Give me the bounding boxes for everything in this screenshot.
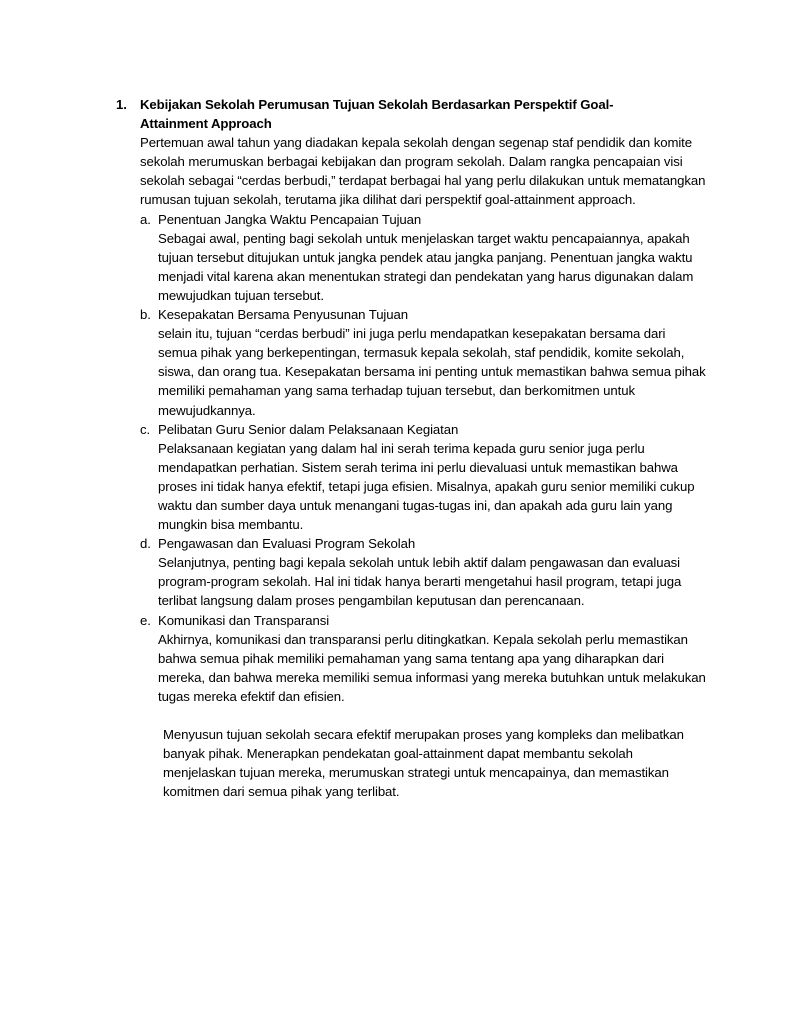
subsection-text: Selanjutnya, penting bagi kepala sekolah untuk lebih aktif dalam pengawasan dan evaluasi program-program sekolah. Hal ini tidak hanya berarti mengetahui hasil program, tetapi juga terlibat langsung dalam proses pengambilan keputusan dan perencanaan. [158,555,682,609]
subsection-d [140,534,706,610]
subsection-c [140,420,706,535]
subsection-title: Pengawasan dan Evaluasi Program Sekolah [158,536,416,552]
subsection-content [158,611,706,706]
subsection-text: Akhirnya, komunikasi dan transparansi perlu ditingkatkan. Kepala sekolah perlu memastikan bahwa semua pihak memiliki pemahaman yang sama tentang apa yang diharapkan dari mereka, dan bahwa mereka memiliki semua informasi yang mereka butuhkan untuk melakukan tugas mereka efektif dan efisien. [158,631,706,704]
subsection-content [158,210,706,305]
subsection-list [140,210,706,802]
subsection-text: Sebagai awal, penting bagi sekolah untuk menjelaskan target waktu pencapaiannya, apakah tujuan tersebut ditujukan untuk jangka pendek atau jangka panjang. Penentuan jangka waktu menjadi vital karena akan menentukan strategi dan pendekatan yang harus digunakan dalam mewujudkan tujuan tersebut. [158,230,694,303]
subsection-content [158,534,706,610]
subsection-title: Kesepakatan Bersama Penyusunan Tujuan [158,307,408,323]
subsection-text: Pelaksanaan kegiatan yang dalam hal ini serah terima kepada guru senior juga perlu mendapatkan perhatian. Sistem serah terima ini perlu dievaluasi untuk memastikan bahwa proses ini tidak hanya efektif, tetapi juga efisien. Misalnya, apakah guru senior memiliki cukup waktu dan sumber daya untuk menangani tugas-tugas ini, dan apakah ada guru lain yang mungkin bisa membantu. [158,440,695,533]
subsection-letter: c. [140,421,151,437]
subsection-letter: a. [140,211,151,227]
section-title: Kebijakan Sekolah Perumusan Tujuan Sekolah Berdasarkan Perspektif Goal-Attainment Approach [140,97,614,132]
subsection-e [140,611,706,706]
subsection-letter: d. [140,536,151,552]
section-body [140,95,706,801]
subsection-a [140,210,706,305]
subsection-title: Komunikasi dan Transparansi [158,612,330,628]
subsection-content [158,420,706,535]
subsection-b [140,305,706,420]
document-content [116,95,706,801]
subsection-content [158,305,706,420]
subsection-title: Penentuan Jangka Waktu Pencapaian Tujuan [158,211,422,227]
subsection-letter: b. [140,307,151,323]
section-intro: Pertemuan awal tahun yang diadakan kepala sekolah dengan segenap staf pendidik dan komite sekolah merumuskan berbagai kebijakan dan program sekolah. Dalam rangka pencapaian visi sekolah sebagai “cerdas berbudi,” terdapat berbagai hal yang perlu dilakukan untuk mematangkan rumusan tujuan sekolah, terutama jika dilihat dari perspektif goal-attainment approach. [140,135,706,208]
closing-paragraph: Menyusun tujuan sekolah secara efektif merupakan proses yang kompleks dan melibatkan banyak pihak. Menerapkan pendekatan goal-attainment dapat membantu sekolah menjelaskan tujuan mereka, merumuskan strategi untuk mencapainya, dan memastikan komitmen dari semua pihak yang terlibat. [163,727,684,800]
section-1 [116,95,706,801]
section-number: 1. [116,97,127,112]
subsection-letter: e. [140,612,151,628]
subsection-title: Pelibatan Guru Senior dalam Pelaksanaan Kegiatan [158,421,459,437]
subsection-text: selain itu, tujuan “cerdas berbudi” ini juga perlu mendapatkan kesepakatan bersama dari semua pihak yang berkepentingan, termasuk kepala sekolah, staf pendidik, komite sekolah, siswa, dan orang tua. Kesepakatan bersama ini penting untuk memastikan bahwa semua pihak memiliki pemahaman yang sama terhadap tujuan tersebut, dan berkomitmen untuk mewujudkannya. [158,326,706,418]
